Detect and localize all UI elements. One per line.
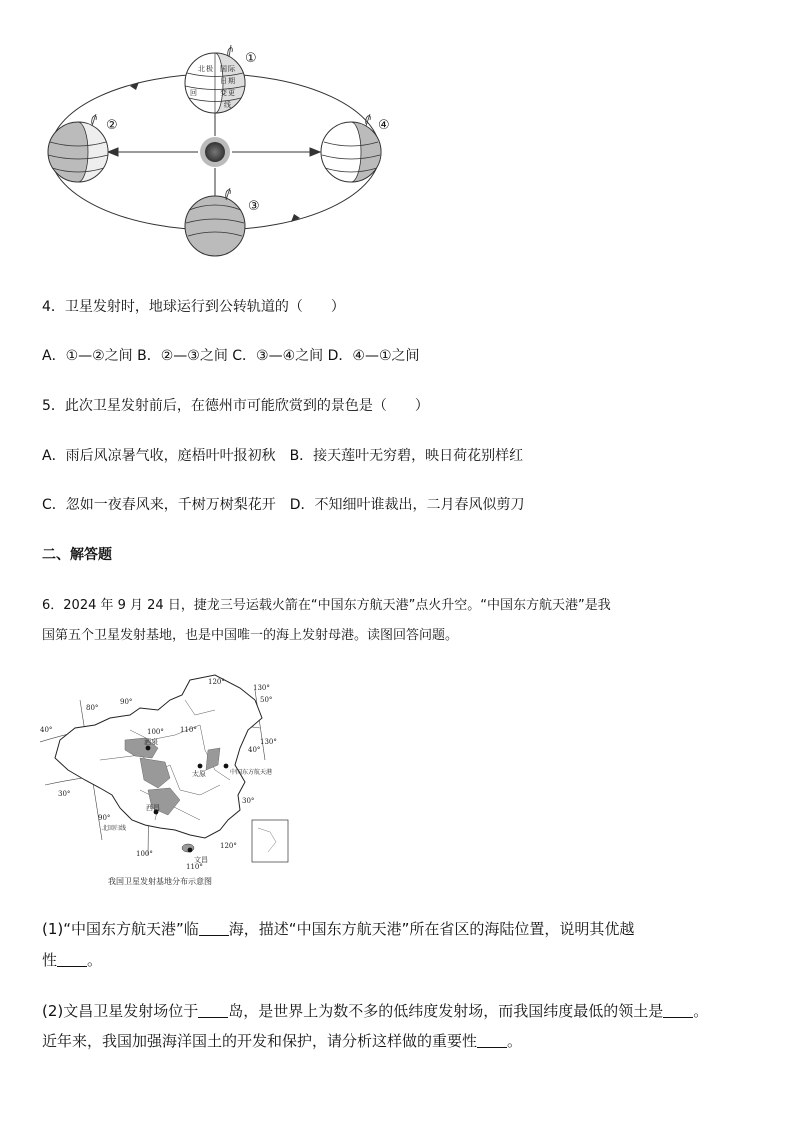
- site-label-taiyuan: 太原: [192, 770, 206, 778]
- map-label-lon100-bottom: 100°: [136, 850, 153, 858]
- earth-globe-4: [321, 114, 381, 182]
- map-label-lat40-right: 40°: [248, 746, 261, 754]
- map-label-lat30-right: 30°: [242, 797, 255, 805]
- q6-intro-line1: 6．2024 年 9 月 24 日，捷龙三号运载火箭在“中国东方航天港”点火升空。“中国东方航天港”是我: [42, 598, 611, 613]
- q6-sub1-line1: [42, 919, 634, 939]
- position-label-4: ④: [378, 118, 390, 133]
- map-caption: 我国卫星发射基地分布示意图: [108, 877, 212, 886]
- q4-stem: 4．卫星发射时，地球运行到公转轨道的（ ）: [42, 299, 345, 315]
- q6-sub2-text-b: 岛，是世界上为数不多的低纬度发射场，而我国纬度最低的领土是: [228, 1002, 664, 1020]
- map-label-lon130: 130°: [253, 684, 270, 692]
- earth-globe-3: [185, 188, 245, 256]
- map-label-lon130-right: 130°: [260, 738, 277, 746]
- answer-blank-sea[interactable]: [199, 921, 229, 936]
- svg-text:极: 极: [206, 65, 213, 73]
- q6-sub2-text-d: 近年来，我国加强海洋国土的开发和保护，请分析这样做的重要性: [42, 1032, 478, 1050]
- q6-sub1-text-c: 性: [42, 951, 58, 969]
- answer-blank-advantage[interactable]: [57, 952, 87, 967]
- answer-blank-importance[interactable]: [477, 1033, 507, 1048]
- q6-sub2-text-e: 。: [507, 1032, 523, 1050]
- tropic-label: 北回归线: [102, 825, 127, 832]
- earth-globe-2: [48, 114, 108, 182]
- section-heading: 二、解答题: [42, 547, 112, 563]
- site-label-xichang: 西昌: [146, 804, 160, 812]
- site-label-jiuquan: 酒泉: [144, 738, 158, 746]
- map-label-lon80: 80°: [86, 704, 99, 712]
- q5-options-cd: C．忽如一夜春风来，千树万树梨花开 D．不知细叶谁裁出，二月春风似剪刀: [42, 497, 525, 513]
- q5-stem: 5．此次卫星发射前后，在德州市可能欣赏到的景色是（ ）: [42, 398, 429, 414]
- svg-text:北: 北: [198, 65, 205, 73]
- answer-blank-southernmost[interactable]: [663, 1003, 693, 1018]
- map-label-lon90: 90°: [120, 698, 133, 706]
- map-label-lon90-bottom: 90°: [98, 814, 111, 822]
- q6-sub2-line2: [42, 1031, 522, 1051]
- south-china-sea-inset: [252, 820, 288, 862]
- q6-sub2-line1: [42, 1001, 708, 1021]
- q6-sub1-text-b: 海，描述“中国东方航天港”所在省区的海陆位置，说明其优越: [228, 920, 635, 938]
- svg-text:变: 变: [220, 89, 227, 97]
- position-label-1: ①: [245, 51, 257, 66]
- china-launch-site-map: [40, 670, 302, 870]
- q6-sub1-line2: [42, 950, 102, 970]
- map-label-lat50: 50°: [260, 696, 273, 704]
- position-label-3: ③: [248, 199, 260, 214]
- site-label-dongfang: 中国东方航天港: [230, 769, 273, 776]
- sun: [200, 137, 230, 167]
- svg-text:国: 国: [220, 65, 227, 73]
- earth-globe-1: [185, 45, 245, 113]
- map-label-lon100: 100°: [147, 728, 164, 736]
- q6-sub2-text-a: (2)文昌卫星发射场位于: [42, 1002, 199, 1020]
- map-label-lon120-top: 120°: [208, 678, 225, 686]
- position-label-2: ②: [106, 118, 118, 133]
- map-label-lat30-left: 30°: [58, 790, 71, 798]
- svg-text:回: 回: [190, 89, 197, 97]
- site-label-wenchang: 文昌: [194, 856, 208, 864]
- q4-options: A．①—②之间 B．②—③之间 C．③—④之间 D．④—①之间: [42, 348, 420, 364]
- q6-sub1-text-d: 。: [87, 951, 103, 969]
- map-label-lat40-left: 40°: [40, 726, 53, 734]
- answer-blank-island[interactable]: [198, 1003, 228, 1018]
- svg-text:日: 日: [220, 77, 227, 85]
- orbit-diagram: [40, 38, 410, 270]
- svg-text:更: 更: [228, 89, 235, 97]
- map-label-lon110-bottom: 110°: [186, 863, 203, 870]
- q6-sub2-text-c: 。: [693, 1002, 709, 1020]
- q5-options-ab: A．雨后风凉暑气收，庭梧叶叶报初秋 B．接天莲叶无穷碧，映日荷花别样红: [42, 448, 524, 464]
- map-label-lon110: 110°: [180, 726, 197, 734]
- q6-sub1-text-a: (1)“中国东方航天港”临: [42, 920, 199, 938]
- china-outline: [55, 675, 262, 838]
- map-label-lon120-bottom: 120°: [220, 842, 237, 850]
- q6-intro-line2: 国第五个卫星发射基地，也是中国唯一的海上发射母港。读图回答问题。: [42, 628, 459, 643]
- svg-text:线: 线: [224, 101, 231, 109]
- svg-text:际: 际: [228, 65, 235, 73]
- svg-text:期: 期: [228, 77, 235, 85]
